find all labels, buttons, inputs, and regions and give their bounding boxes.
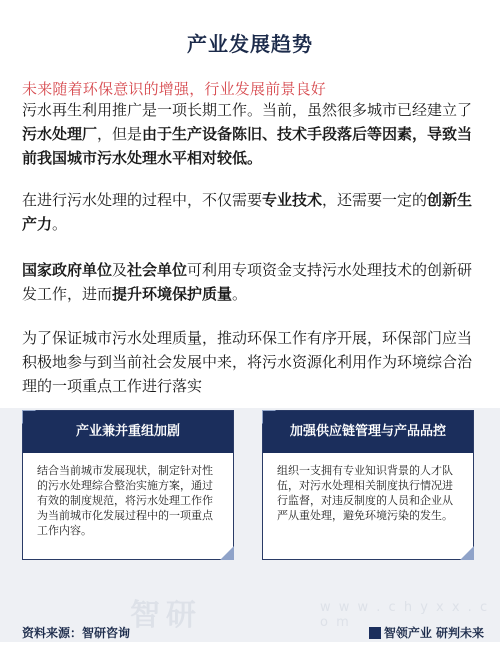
- source-note: 资料来源：智研咨询: [22, 626, 131, 640]
- corner-accent: [460, 546, 474, 560]
- p2-text-e: 。: [52, 215, 68, 233]
- p1-bold-d: 由于生产设备陈旧、技术手段落后等因素，导致当前我国城市污水处理水平相对较低。: [22, 125, 473, 167]
- p3-text-d: 可利用专项资金支持污水处理技术的创新研发工作，进而: [22, 261, 473, 303]
- p2-bold-d: 创新生产力: [22, 191, 473, 233]
- card-header: 产业兼并重组加剧: [23, 411, 233, 453]
- p3-bold-c: 社会单位: [127, 261, 188, 279]
- p4-text-a: 为了保证城市污水处理质量，推动环保工作有序开展，环保部门应当积极地参与到当前社会发展中来，将污水资源化利用作为环境综合治理的一项重点工作进行落实: [22, 329, 473, 395]
- p3-text-b: 及: [112, 261, 128, 279]
- p1-bold-b: 污水处理厂: [22, 125, 98, 143]
- p3-bold-a: 国家政府单位: [22, 261, 113, 279]
- brand-slogan: [369, 624, 484, 641]
- trend-card-supply-chain: [262, 410, 474, 560]
- card-header: 加强供应链管理与产品品控: [263, 411, 473, 453]
- page-title: 产业发展趋势: [187, 32, 313, 56]
- paragraph-2: [22, 188, 480, 236]
- p1-text-c: ，但是: [97, 125, 143, 143]
- p2-text-a: 在进行污水处理的过程中，不仅需要: [22, 191, 263, 209]
- p3-bold-e: 提升环境保护质量: [112, 285, 233, 303]
- corner-accent: [220, 546, 234, 560]
- p1-text-a: 污水再生利用推广是一项长期工作。当前，虽然很多城市已经建立了: [22, 101, 473, 119]
- card-body: 结合当前城市发展现状，制定针对性的污水处理综合整治实施方案，通过有效的制度规范，将污水处理工作作为当前城市化发展过程中的一项重点工作内容。: [37, 464, 213, 537]
- subtitle: 未来随着环保意识的增强，行业发展前景良好: [22, 80, 327, 98]
- paragraph-4: [22, 326, 480, 398]
- watermark-url: w w w . c h y x x . c o m: [320, 600, 490, 630]
- trend-card-merger: [22, 410, 234, 560]
- p2-bold-b: 专业技术: [262, 191, 323, 209]
- paragraph-3: [22, 258, 480, 306]
- p3-text-f: 。: [232, 285, 248, 303]
- watermark-logo: 智研: [130, 598, 202, 633]
- paragraph-1: [22, 98, 480, 170]
- brand-text: 智领产业 研判未来: [383, 626, 484, 640]
- brand-logo-icon: [369, 627, 381, 639]
- p2-text-c: ，还需要一定的: [322, 191, 428, 209]
- card-body: 组织一支拥有专业知识背景的人才队伍，对污水处理相关制度执行情况进行监督，对违反制度的人员和企业从严从重处理，避免环境污染的发生。: [277, 464, 453, 522]
